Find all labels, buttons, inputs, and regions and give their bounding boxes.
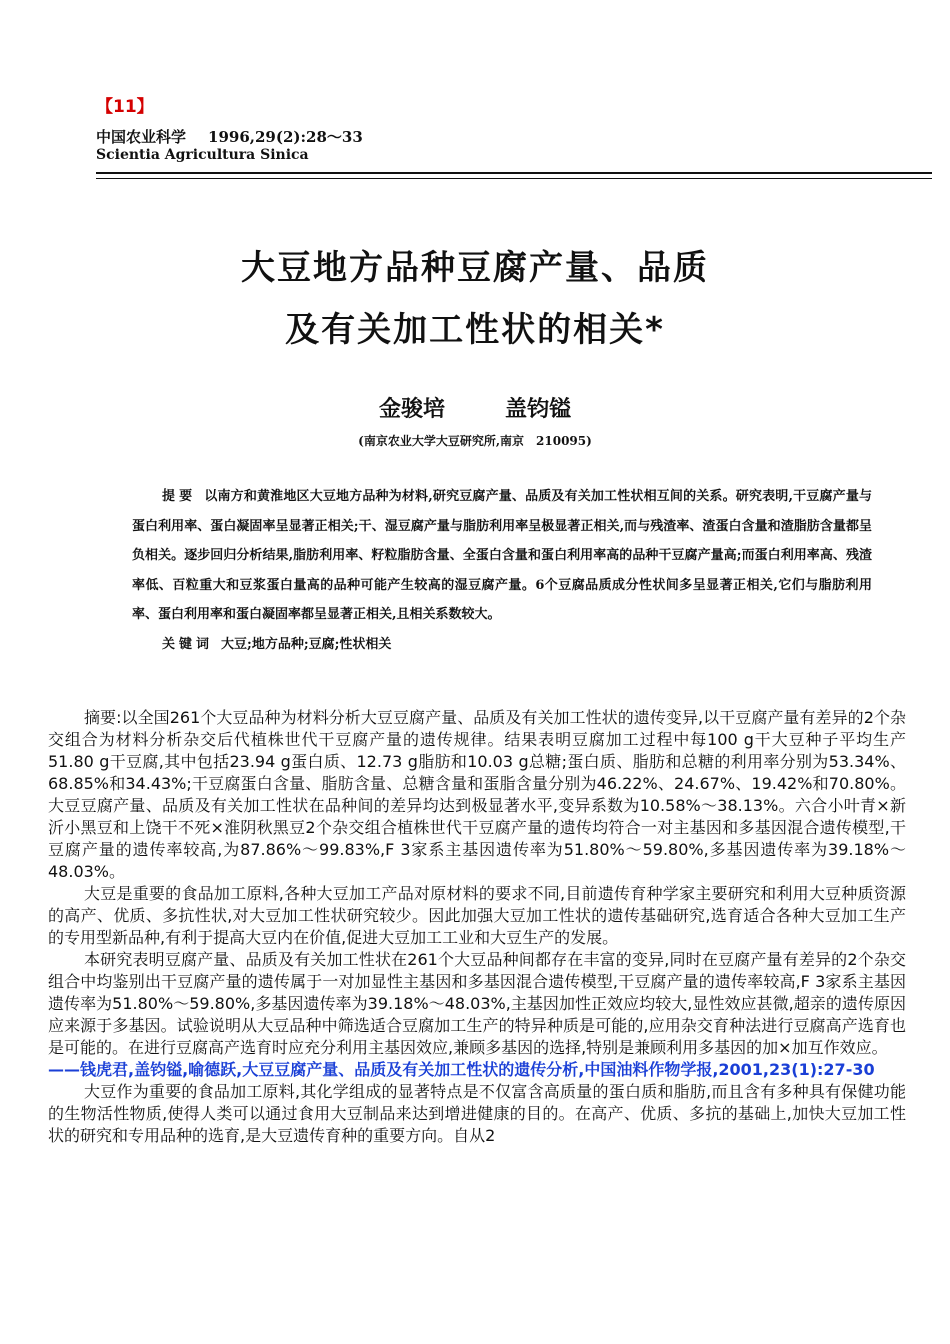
author-list: [0, 392, 950, 423]
body-paragraph: 本研究表明豆腐产量、品质及有关加工性状在261个大豆品种间都存在丰富的变异,同时在豆腐产量有差异的2个杂交组合中均鉴别出干豆腐产量的遗传属于一对加显性主基因和多基因混合遗传模型,干豆腐产量的遗传率较高,F 3家系主基因遗传率为51.80%～59.80%,多基因遗传率为39.18%～48.03%,主基因加性正效应均较大,显性效应甚微,超亲的遗传原因应来源于多基因。试验说明从大豆品种中筛选适合豆腐加工生产的特异种质是可能的,应用杂交育种法进行豆腐高产选育也是可能的。在进行豆腐高产选育时应充分利用主基因效应,兼顾多基因的选择,特别是兼顾利用多基因的加×加互作效应。: [48, 950, 906, 1057]
journal-name-cn: 中国农业科学: [96, 128, 187, 146]
journal-citation: 1996,29(2):28～33: [208, 128, 363, 146]
keywords-text: 大豆;地方品种;豆腐;性状相关: [221, 636, 392, 652]
citation-link[interactable]: ——钱虎君,盖钧镒,喻德跃,大豆豆腐产量、品质及有关加工性状的遗传分析,中国油料作物学报,2001,23(1):27-30: [48, 1060, 875, 1079]
body-paragraph: 大豆作为重要的食品加工原料,其化学组成的显著特点是不仅富含高质量的蛋白质和脂肪,而且含有多种具有保健功能的生物活性物质,使得人类可以通过食用大豆制品来达到增进健康的目的。在高产、优质、多抗的基础上,加快大豆加工性状的研究和专用品种的选育,是大豆遗传育种的重要方向。自从2: [48, 1082, 906, 1145]
author-name: 金骏培: [378, 396, 445, 422]
keywords-label: 关键词: [162, 636, 214, 652]
header-rule-thick: [96, 172, 932, 174]
journal-header: [96, 126, 363, 147]
abstract-label: 提要: [162, 489, 197, 504]
journal-name-en: Scientia Agricultura Sinica: [96, 147, 309, 163]
body-text: [48, 707, 906, 1147]
abstract-text: 以南方和黄淮地区大豆地方品种为材料,研究豆腐产量、品质及有关加工性状相互间的关系。研究表明,干豆腐产量与蛋白利用率、蛋白凝固率呈显著正相关;干、湿豆腐产量与脂肪利用率呈极显著正相关,而与残渣率、渣蛋白含量和渣脂肪含量都呈负相关。逐步回归分析结果,脂肪利用率、籽粒脂肪含量、全蛋白含量和蛋白利用率高的品种干豆腐产量高;而蛋白利用率高、残渣率低、百粒重大和豆浆蛋白量高的品种可能产生较高的湿豆腐产量。6个豆腐品质成分性状间多呈显著正相关,它们与脂肪利用率、蛋白利用率和蛋白凝固率都呈显著正相关,且相关系数较大。: [132, 489, 872, 622]
article-title-line-2: 及有关加工性状的相关*: [285, 310, 665, 350]
reference-number-tag: 【11】: [96, 97, 154, 117]
body-paragraph: 大豆是重要的食品加工原料,各种大豆加工产品对原材料的要求不同,目前遗传育种学家主要研究和利用大豆种质资源的高产、优质、多抗性状,对大豆加工性状研究较少。因此加强大豆加工性状的遗传基础研究,选育适合各种大豆加工生产的专用型新品种,有利于提高大豆内在价值,促进大豆加工工业和大豆生产的发展。: [48, 884, 906, 947]
body-paragraph: 摘要:以全国261个大豆品种为材料分析大豆豆腐产量、品质及有关加工性状的遗传变异,以干豆腐产量有差异的2个杂交组合为材料分析杂交后代植株世代干豆腐产量的遗传规律。结果表明豆腐加工过程中每100 g干大豆种子平均生产51.80 g干豆腐,其中包括23.94 g蛋白质、12.73 g脂肪和10.03 g总糖;蛋白质、脂肪和总糖的利用率分别为53.34%、68.85%和34.43%;干豆腐蛋白含量、脂肪含量、总糖含量和蛋脂含量分别为46.22%、24.67%、19.42%和70.80%。大豆豆腐产量、品质及有关加工性状在品种间的差异均达到极显著水平,变异系数为10.58%～38.13%。六合小叶青×新沂小黑豆和上饶干不死×淮阴秋黑豆2个杂交组合植株世代干豆腐产量的遗传均符合一对主基因和多基因混合遗传模型,干豆腐产量的遗传率较高,为87.86%～99.83%,F 3家系主基因遗传率为51.80%～59.80%,多基因遗传率为39.18%～48.03%。: [48, 708, 906, 881]
author-affiliation: (南京农业大学大豆研究所,南京 210095): [358, 434, 592, 448]
author-name: 盖钧镒: [505, 396, 572, 422]
abstract-section: [132, 482, 872, 659]
header-rule-thin: [96, 178, 932, 179]
article-title-line-1: 大豆地方品种豆腐产量、品质: [241, 248, 709, 288]
